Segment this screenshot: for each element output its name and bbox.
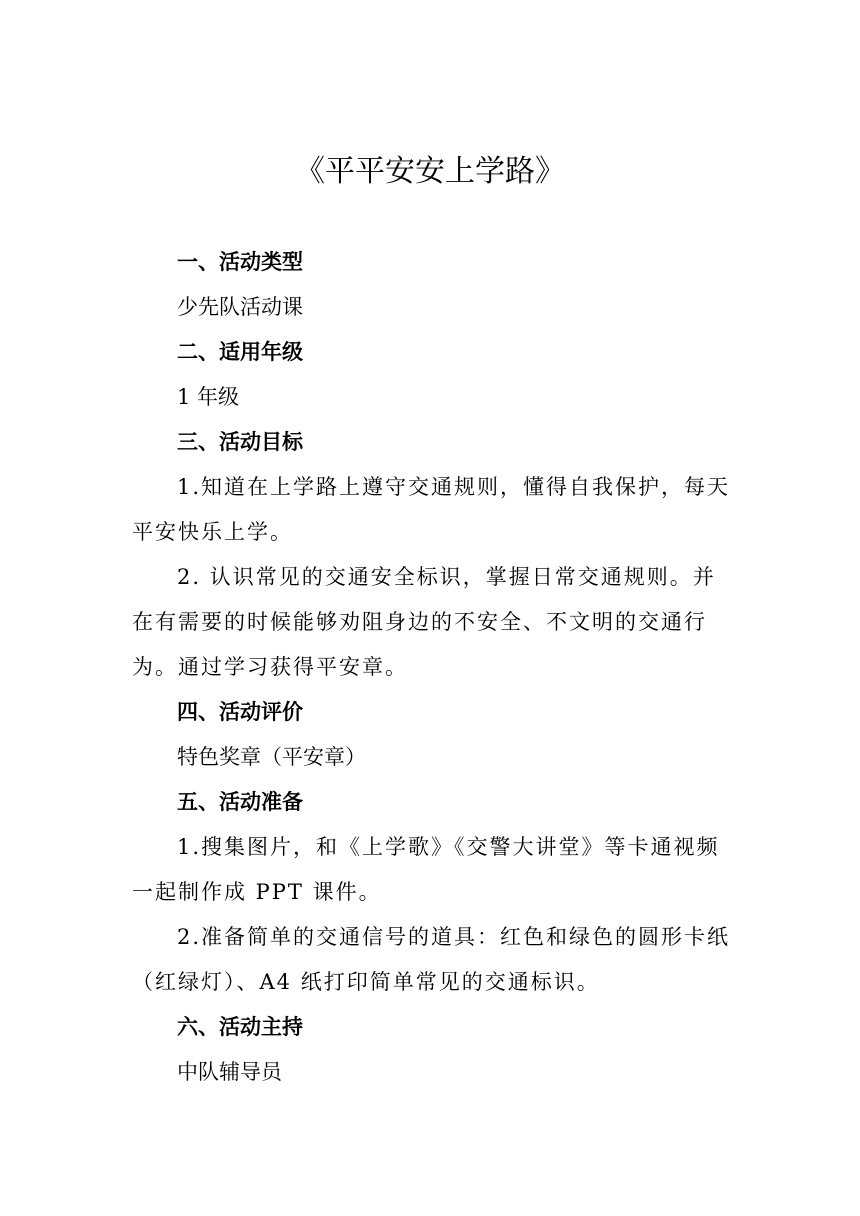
document-title: 《平平安安上学路》 [295,154,565,189]
section-heading-activity-type: 一、活动类型 [177,250,303,274]
preparation-paragraph-2: 2.准备简单的交通信号的道具：红色和绿色的圆形卡纸（红绿灯）、A4 纸打印简单常见的交通标识。 [132,925,731,994]
section-heading-goals: 三、活动目标 [177,430,303,454]
grade-text: 1 年级 [177,385,240,409]
evaluation-text: 特色奖章（平安章） [177,745,366,769]
section-heading-preparation: 五、活动准备 [177,790,303,814]
section-heading-host: 六、活动主持 [177,1015,303,1039]
activity-type-text: 少先队活动课 [177,295,303,319]
section-heading-evaluation: 四、活动评价 [177,700,303,724]
preparation-paragraph-1: 1.搜集图片，和《上学歌》《交警大讲堂》等卡通视频一起制作成 PPT 课件。 [132,835,720,904]
host-text: 中队辅导员 [177,1060,282,1084]
document-body [132,240,732,1095]
goal-paragraph-2: 2. 认识常见的交通安全标识，掌握日常交通规则。并在有需要的时候能够劝阻身边的不安全、不文明的交通行为。通过学习获得平安章。 [132,565,716,679]
goal-paragraph-1: 1.知道在上学路上遵守交通规则，懂得自我保护，每天平安快乐上学。 [132,475,731,544]
section-heading-grade: 二、适用年级 [177,340,303,364]
